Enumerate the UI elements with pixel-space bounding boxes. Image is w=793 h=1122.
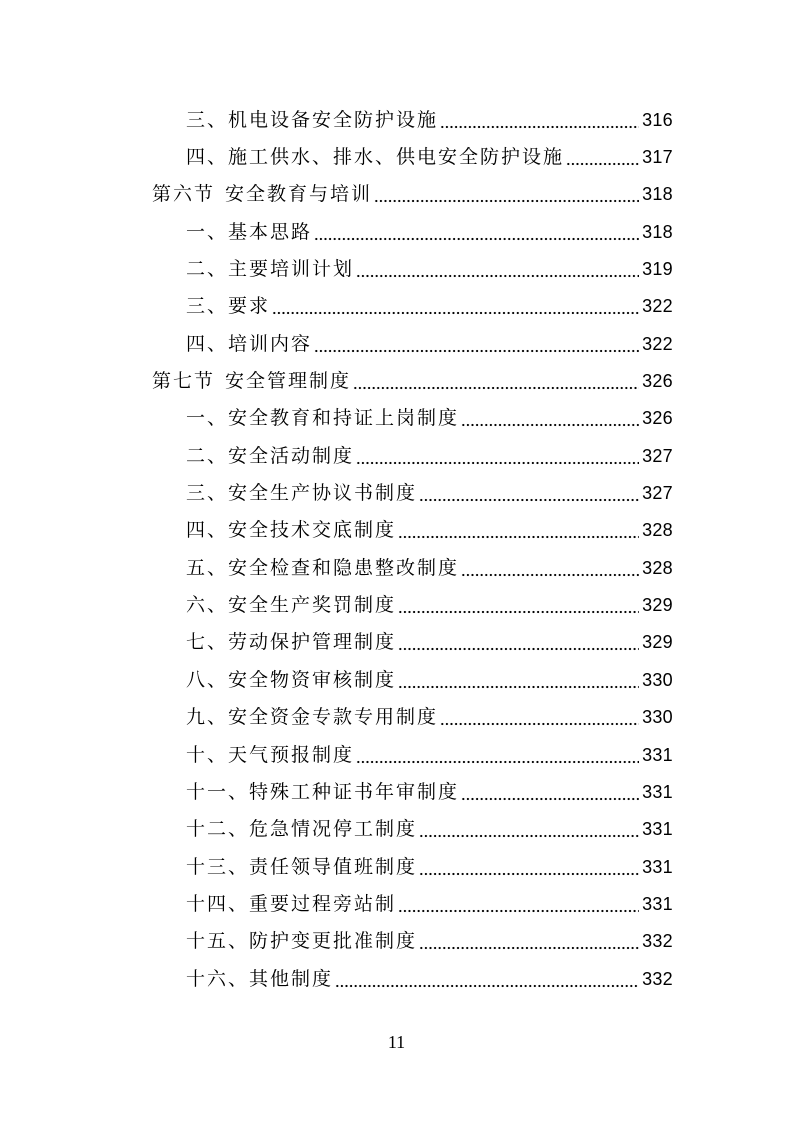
- toc-entry-title: 二、安全活动制度: [186, 444, 355, 467]
- dot-leader: [356, 744, 639, 766]
- toc-page-number: 329: [642, 595, 673, 616]
- toc-page-number: 327: [642, 483, 673, 504]
- dot-leader: [398, 631, 639, 653]
- toc-entry-row: [0, 661, 673, 698]
- dot-leader: [356, 445, 639, 467]
- dot-leader: [419, 818, 639, 840]
- toc-entry-row: [0, 699, 673, 736]
- dot-leader: [353, 370, 639, 392]
- toc-entry-row: [0, 325, 673, 362]
- dot-leader: [440, 706, 639, 728]
- dot-leader: [440, 109, 639, 131]
- toc-page-number: 332: [642, 931, 673, 952]
- toc-entry-title: 三、安全生产协议书制度: [186, 482, 418, 505]
- toc-entry-row: [0, 400, 673, 437]
- dot-leader: [272, 295, 639, 317]
- toc-entry-title: 安全教育与培训: [225, 183, 373, 206]
- toc-entry-title: 一、基本思路: [186, 220, 313, 243]
- toc-entry-title: 十一、特殊工种证书年审制度: [186, 780, 460, 803]
- toc-section-number: 第六节: [152, 183, 216, 206]
- toc-entry-title: 一、安全教育和持证上岗制度: [186, 407, 460, 430]
- toc-entry-title: 十二、危急情况停工制度: [186, 818, 418, 841]
- toc-page-number: 329: [642, 632, 673, 653]
- toc-entry-title: 三、要求: [186, 295, 271, 318]
- dot-leader: [356, 258, 639, 280]
- dot-leader: [398, 893, 639, 915]
- toc-entry-row: [0, 773, 673, 810]
- toc-page-number: 331: [642, 893, 673, 914]
- toc-entry-row: [0, 736, 673, 773]
- toc-section-number: 第七节: [152, 370, 216, 393]
- dot-leader: [461, 407, 639, 429]
- dot-leader: [419, 482, 639, 504]
- toc-entry-row: [0, 885, 673, 922]
- dot-leader: [335, 968, 639, 990]
- toc-page-number: 331: [642, 744, 673, 765]
- toc-entry-title: 十四、重要过程旁站制: [186, 892, 397, 915]
- toc-entry-title: 四、安全技术交底制度: [186, 519, 397, 542]
- toc-entry-row: [0, 512, 673, 549]
- toc-page-number: 317: [642, 147, 673, 168]
- toc-entry-row: [0, 474, 673, 511]
- toc-entry-row: [0, 250, 673, 287]
- toc-page-number: 328: [642, 557, 673, 578]
- toc-section-row: [0, 362, 673, 399]
- toc-entry-title: 十三、责任领导值班制度: [186, 855, 418, 878]
- toc-entry-title: 九、安全资金专款专用制度: [186, 706, 439, 729]
- dot-leader: [419, 856, 639, 878]
- toc-entry-row: [0, 960, 673, 997]
- toc-page-number: 322: [642, 296, 673, 317]
- toc-page-number: 331: [642, 781, 673, 802]
- toc-entry-row: [0, 923, 673, 960]
- toc-entry-title: 七、劳动保护管理制度: [186, 631, 397, 654]
- toc-page-number: 326: [642, 371, 673, 392]
- dot-leader: [314, 333, 639, 355]
- table-of-contents: [0, 101, 673, 997]
- toc-section-row: [0, 176, 673, 213]
- toc-entry-row: [0, 213, 673, 250]
- toc-entry-title: 十六、其他制度: [186, 967, 334, 990]
- toc-entry-title: 三、机电设备安全防护设施: [186, 108, 439, 131]
- toc-entry-row: [0, 848, 673, 885]
- toc-entry-row: [0, 586, 673, 623]
- dot-leader: [461, 557, 639, 579]
- toc-entry-row: [0, 811, 673, 848]
- toc-entry-title: 五、安全检查和隐患整改制度: [186, 556, 460, 579]
- toc-page-number: 327: [642, 445, 673, 466]
- toc-entry-title: 六、安全生产奖罚制度: [186, 594, 397, 617]
- toc-entry-title: 十、天气预报制度: [186, 743, 355, 766]
- toc-page-number: 319: [642, 259, 673, 280]
- toc-entry-title: 八、安全物资审核制度: [186, 668, 397, 691]
- toc-page-number: 326: [642, 408, 673, 429]
- toc-entry-row: [0, 437, 673, 474]
- dot-leader: [398, 594, 639, 616]
- toc-page-number: 330: [642, 669, 673, 690]
- dot-leader: [398, 519, 639, 541]
- toc-entry-row: [0, 101, 673, 138]
- toc-page-number: 331: [642, 819, 673, 840]
- toc-page-number: 322: [642, 333, 673, 354]
- toc-page-number: 331: [642, 856, 673, 877]
- toc-entry-title: 安全管理制度: [225, 370, 352, 393]
- toc-entry-row: [0, 138, 673, 175]
- toc-entry-title: 二、主要培训计划: [186, 258, 355, 281]
- dot-leader: [374, 183, 639, 205]
- toc-page-number: 332: [642, 968, 673, 989]
- toc-page-number: 328: [642, 520, 673, 541]
- dot-leader: [314, 221, 639, 243]
- dot-leader: [419, 930, 639, 952]
- toc-page-number: 318: [642, 184, 673, 205]
- dot-leader: [566, 146, 639, 168]
- toc-entry-row: [0, 288, 673, 325]
- dot-leader: [461, 781, 639, 803]
- toc-entry-title: 四、施工供水、排水、供电安全防护设施: [186, 146, 565, 169]
- toc-entry-title: 十五、防护变更批准制度: [186, 930, 418, 953]
- dot-leader: [398, 669, 639, 691]
- toc-page-number: 316: [642, 109, 673, 130]
- page-number: 11: [387, 1032, 406, 1052]
- toc-page-number: 330: [642, 707, 673, 728]
- toc-entry-row: [0, 549, 673, 586]
- toc-entry-row: [0, 624, 673, 661]
- toc-page-number: 318: [642, 221, 673, 242]
- toc-entry-title: 四、培训内容: [186, 332, 313, 355]
